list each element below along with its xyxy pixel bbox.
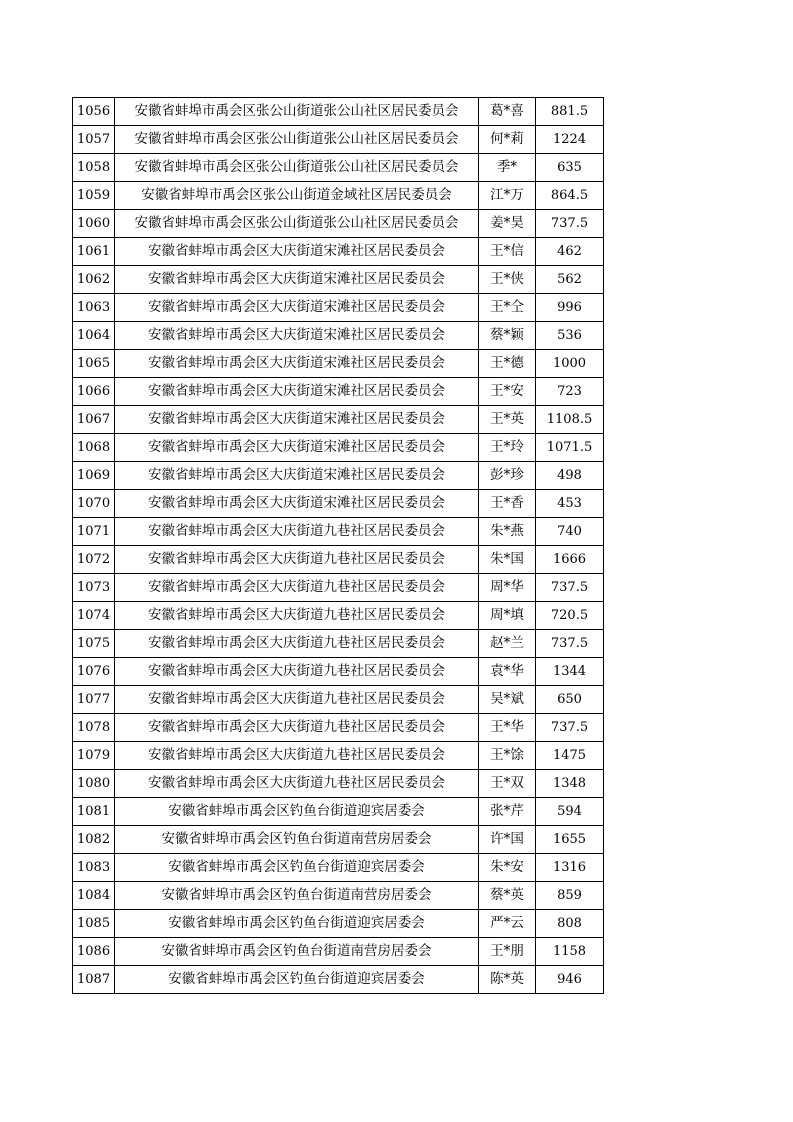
amount-cell: 498 [536, 462, 604, 490]
roster-table [72, 97, 604, 994]
row-number: 1074 [73, 602, 115, 630]
organization-cell: 安徽省蚌埠市禹会区大庆街道九巷社区居民委员会 [115, 546, 479, 574]
table-row [73, 938, 604, 966]
table-row [73, 742, 604, 770]
table-row [73, 182, 604, 210]
row-number: 1064 [73, 322, 115, 350]
organization-cell: 安徽省蚌埠市禹会区大庆街道宋滩社区居民委员会 [115, 322, 479, 350]
person-name-cell: 朱*安 [479, 854, 536, 882]
person-name-cell: 吴*斌 [479, 686, 536, 714]
amount-cell: 946 [536, 966, 604, 994]
amount-cell: 1000 [536, 350, 604, 378]
table-row [73, 322, 604, 350]
amount-cell: 1316 [536, 854, 604, 882]
person-name-cell: 葛*喜 [479, 98, 536, 126]
roster-table-body [73, 98, 604, 994]
person-name-cell: 王*朋 [479, 938, 536, 966]
row-number: 1063 [73, 294, 115, 322]
amount-cell: 737.5 [536, 630, 604, 658]
organization-cell: 安徽省蚌埠市禹会区大庆街道宋滩社区居民委员会 [115, 238, 479, 266]
amount-cell: 562 [536, 266, 604, 294]
amount-cell: 881.5 [536, 98, 604, 126]
row-number: 1062 [73, 266, 115, 294]
person-name-cell: 王*仝 [479, 294, 536, 322]
row-number: 1066 [73, 378, 115, 406]
amount-cell: 1071.5 [536, 434, 604, 462]
amount-cell: 859 [536, 882, 604, 910]
row-number: 1065 [73, 350, 115, 378]
row-number: 1085 [73, 910, 115, 938]
amount-cell: 740 [536, 518, 604, 546]
organization-cell: 安徽省蚌埠市禹会区大庆街道宋滩社区居民委员会 [115, 462, 479, 490]
row-number: 1087 [73, 966, 115, 994]
amount-cell: 1158 [536, 938, 604, 966]
person-name-cell: 朱*燕 [479, 518, 536, 546]
person-name-cell: 何*莉 [479, 126, 536, 154]
row-number: 1059 [73, 182, 115, 210]
row-number: 1082 [73, 826, 115, 854]
person-name-cell: 季* [479, 154, 536, 182]
organization-cell: 安徽省蚌埠市禹会区大庆街道宋滩社区居民委员会 [115, 294, 479, 322]
amount-cell: 453 [536, 490, 604, 518]
table-row [73, 434, 604, 462]
organization-cell: 安徽省蚌埠市禹会区张公山街道张公山社区居民委员会 [115, 154, 479, 182]
organization-cell: 安徽省蚌埠市禹会区大庆街道九巷社区居民委员会 [115, 630, 479, 658]
table-row [73, 826, 604, 854]
amount-cell: 864.5 [536, 182, 604, 210]
person-name-cell: 彭*珍 [479, 462, 536, 490]
row-number: 1061 [73, 238, 115, 266]
table-row [73, 462, 604, 490]
row-number: 1060 [73, 210, 115, 238]
amount-cell: 737.5 [536, 574, 604, 602]
organization-cell: 安徽省蚌埠市禹会区大庆街道宋滩社区居民委员会 [115, 350, 479, 378]
organization-cell: 安徽省蚌埠市禹会区大庆街道宋滩社区居民委员会 [115, 406, 479, 434]
person-name-cell: 严*云 [479, 910, 536, 938]
organization-cell: 安徽省蚌埠市禹会区钓鱼台街道迎宾居委会 [115, 854, 479, 882]
organization-cell: 安徽省蚌埠市禹会区钓鱼台街道南营房居委会 [115, 882, 479, 910]
table-row [73, 910, 604, 938]
row-number: 1086 [73, 938, 115, 966]
table-row [73, 966, 604, 994]
amount-cell: 1344 [536, 658, 604, 686]
organization-cell: 安徽省蚌埠市禹会区张公山街道张公山社区居民委员会 [115, 210, 479, 238]
amount-cell: 737.5 [536, 210, 604, 238]
person-name-cell: 王*华 [479, 714, 536, 742]
table-row [73, 154, 604, 182]
organization-cell: 安徽省蚌埠市禹会区钓鱼台街道迎宾居委会 [115, 966, 479, 994]
row-number: 1070 [73, 490, 115, 518]
organization-cell: 安徽省蚌埠市禹会区大庆街道宋滩社区居民委员会 [115, 490, 479, 518]
person-name-cell: 王*侠 [479, 266, 536, 294]
organization-cell: 安徽省蚌埠市禹会区大庆街道九巷社区居民委员会 [115, 686, 479, 714]
amount-cell: 808 [536, 910, 604, 938]
person-name-cell: 周*华 [479, 574, 536, 602]
organization-cell: 安徽省蚌埠市禹会区大庆街道九巷社区居民委员会 [115, 602, 479, 630]
row-number: 1072 [73, 546, 115, 574]
table-row [73, 882, 604, 910]
organization-cell: 安徽省蚌埠市禹会区钓鱼台街道迎宾居委会 [115, 798, 479, 826]
row-number: 1078 [73, 714, 115, 742]
person-name-cell: 蔡*英 [479, 882, 536, 910]
organization-cell: 安徽省蚌埠市禹会区大庆街道宋滩社区居民委员会 [115, 266, 479, 294]
table-row [73, 770, 604, 798]
table-row [73, 518, 604, 546]
amount-cell: 1666 [536, 546, 604, 574]
organization-cell: 安徽省蚌埠市禹会区大庆街道九巷社区居民委员会 [115, 518, 479, 546]
table-row [73, 686, 604, 714]
amount-cell: 536 [536, 322, 604, 350]
person-name-cell: 王*馀 [479, 742, 536, 770]
table-row [73, 658, 604, 686]
row-number: 1057 [73, 126, 115, 154]
row-number: 1067 [73, 406, 115, 434]
person-name-cell: 王*玲 [479, 434, 536, 462]
amount-cell: 1475 [536, 742, 604, 770]
row-number: 1058 [73, 154, 115, 182]
amount-cell: 996 [536, 294, 604, 322]
organization-cell: 安徽省蚌埠市禹会区钓鱼台街道南营房居委会 [115, 826, 479, 854]
table-row [73, 630, 604, 658]
amount-cell: 1108.5 [536, 406, 604, 434]
table-row [73, 798, 604, 826]
person-name-cell: 王*双 [479, 770, 536, 798]
table-row [73, 854, 604, 882]
person-name-cell: 朱*国 [479, 546, 536, 574]
table-row [73, 490, 604, 518]
amount-cell: 594 [536, 798, 604, 826]
table-row [73, 266, 604, 294]
person-name-cell: 王*英 [479, 406, 536, 434]
amount-cell: 650 [536, 686, 604, 714]
person-name-cell: 王*香 [479, 490, 536, 518]
organization-cell: 安徽省蚌埠市禹会区钓鱼台街道南营房居委会 [115, 938, 479, 966]
table-row [73, 126, 604, 154]
amount-cell: 1655 [536, 826, 604, 854]
person-name-cell: 王*德 [479, 350, 536, 378]
person-name-cell: 王*信 [479, 238, 536, 266]
table-row [73, 98, 604, 126]
amount-cell: 720.5 [536, 602, 604, 630]
person-name-cell: 许*国 [479, 826, 536, 854]
row-number: 1077 [73, 686, 115, 714]
organization-cell: 安徽省蚌埠市禹会区大庆街道九巷社区居民委员会 [115, 574, 479, 602]
person-name-cell: 陈*英 [479, 966, 536, 994]
table-row [73, 210, 604, 238]
table-row [73, 714, 604, 742]
table-row [73, 406, 604, 434]
amount-cell: 635 [536, 154, 604, 182]
row-number: 1069 [73, 462, 115, 490]
organization-cell: 安徽省蚌埠市禹会区钓鱼台街道迎宾居委会 [115, 910, 479, 938]
row-number: 1084 [73, 882, 115, 910]
row-number: 1081 [73, 798, 115, 826]
table-row [73, 574, 604, 602]
organization-cell: 安徽省蚌埠市禹会区张公山街道张公山社区居民委员会 [115, 126, 479, 154]
organization-cell: 安徽省蚌埠市禹会区大庆街道九巷社区居民委员会 [115, 742, 479, 770]
row-number: 1056 [73, 98, 115, 126]
table-row [73, 546, 604, 574]
table-row [73, 294, 604, 322]
amount-cell: 1224 [536, 126, 604, 154]
row-number: 1080 [73, 770, 115, 798]
table-row [73, 350, 604, 378]
person-name-cell: 袁*华 [479, 658, 536, 686]
person-name-cell: 张*芹 [479, 798, 536, 826]
table-row [73, 378, 604, 406]
organization-cell: 安徽省蚌埠市禹会区大庆街道宋滩社区居民委员会 [115, 378, 479, 406]
amount-cell: 462 [536, 238, 604, 266]
amount-cell: 723 [536, 378, 604, 406]
person-name-cell: 江*万 [479, 182, 536, 210]
table-row [73, 602, 604, 630]
row-number: 1073 [73, 574, 115, 602]
organization-cell: 安徽省蚌埠市禹会区大庆街道九巷社区居民委员会 [115, 714, 479, 742]
row-number: 1075 [73, 630, 115, 658]
person-name-cell: 姜*昊 [479, 210, 536, 238]
row-number: 1076 [73, 658, 115, 686]
person-name-cell: 蔡*颖 [479, 322, 536, 350]
row-number: 1068 [73, 434, 115, 462]
organization-cell: 安徽省蚌埠市禹会区大庆街道九巷社区居民委员会 [115, 770, 479, 798]
table-row [73, 238, 604, 266]
person-name-cell: 王*安 [479, 378, 536, 406]
organization-cell: 安徽省蚌埠市禹会区张公山街道张公山社区居民委员会 [115, 98, 479, 126]
organization-cell: 安徽省蚌埠市禹会区大庆街道九巷社区居民委员会 [115, 658, 479, 686]
person-name-cell: 周*填 [479, 602, 536, 630]
organization-cell: 安徽省蚌埠市禹会区张公山街道金域社区居民委员会 [115, 182, 479, 210]
person-name-cell: 赵*兰 [479, 630, 536, 658]
row-number: 1071 [73, 518, 115, 546]
row-number: 1079 [73, 742, 115, 770]
row-number: 1083 [73, 854, 115, 882]
amount-cell: 737.5 [536, 714, 604, 742]
amount-cell: 1348 [536, 770, 604, 798]
organization-cell: 安徽省蚌埠市禹会区大庆街道宋滩社区居民委员会 [115, 434, 479, 462]
